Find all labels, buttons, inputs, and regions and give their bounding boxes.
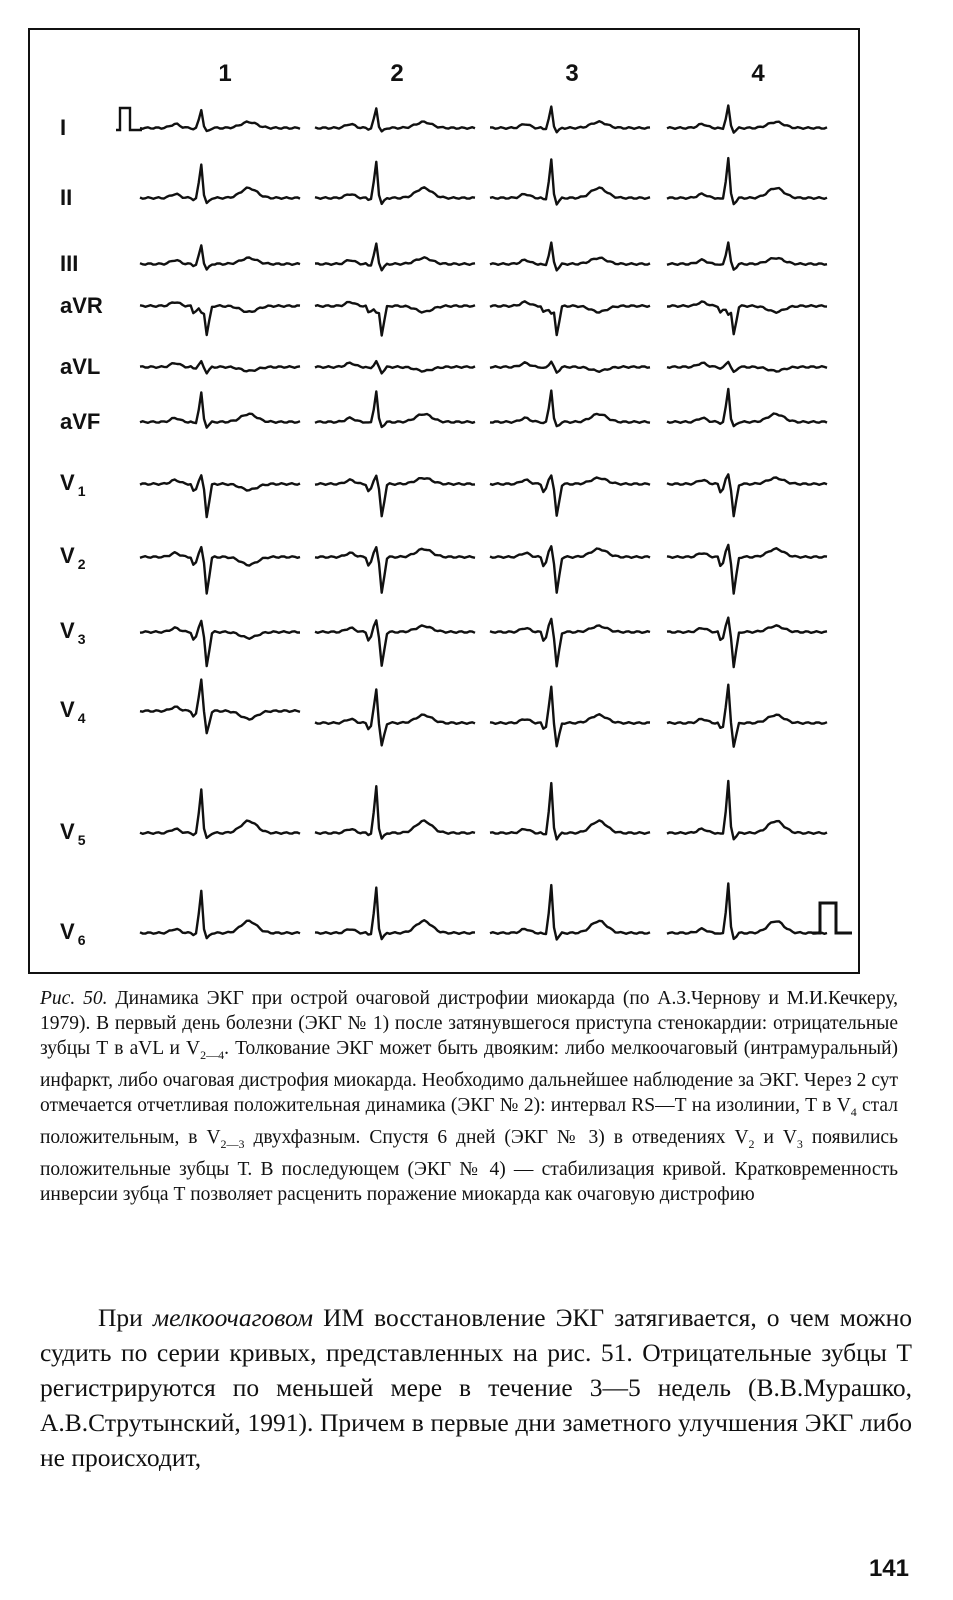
ecg-trace-avf-col4 <box>667 389 827 426</box>
lead-label-v5 <box>60 820 140 846</box>
lead-label-sub: 5 <box>77 832 86 848</box>
ecg-trace-avl-col2 <box>315 361 475 373</box>
caption-sub-2: 4 <box>850 1104 857 1119</box>
lead-label-main: II <box>60 185 73 210</box>
ecg-trace-avr-col1 <box>140 303 300 336</box>
body-paragraph <box>40 1300 912 1475</box>
lead-label-v2 <box>60 544 140 570</box>
lead-label-ii <box>60 186 140 210</box>
lead-label-main: aVL <box>60 354 101 379</box>
lead-label-main: V <box>60 470 75 495</box>
ecg-figure <box>28 28 860 974</box>
ecg-trace-v4-col3 <box>490 687 650 747</box>
column-label-2: 2 <box>390 60 404 87</box>
page-number: 141 <box>868 1555 909 1582</box>
ecg-trace-v4-col4 <box>667 685 827 747</box>
ecg-trace-iii-col2 <box>315 244 475 271</box>
lead-label-v6 <box>60 920 140 946</box>
lead-label-avl <box>60 355 140 379</box>
ecg-trace-v2-col4 <box>667 545 827 594</box>
lead-label-main: V <box>60 819 75 844</box>
caption-sub-5: 3 <box>796 1136 803 1151</box>
caption-text-6: появились положительные зубцы Т. В последующем (ЭКГ № 4) — стабилизация кривой. Кратковременность инверсии зубца Т позволяет расценить поражение миокарда как очаговую дистрофию <box>40 1126 898 1205</box>
lead-label-i <box>60 116 140 140</box>
ecg-trace-avl-col1 <box>140 361 300 373</box>
caption-sub-1: 2—4 <box>200 1047 225 1062</box>
ecg-trace-v6-col4 <box>667 884 827 939</box>
ecg-trace-i-col3 <box>490 107 650 133</box>
ecg-trace-avf-col2 <box>315 392 475 428</box>
column-label-4: 4 <box>751 60 765 87</box>
ecg-trace-i-col1 <box>140 110 300 131</box>
ecg-trace-iii-col1 <box>140 245 300 269</box>
lead-label-main: aVF <box>60 409 101 434</box>
ecg-trace-iii-col4 <box>667 243 827 270</box>
ecg-trace-v3-col4 <box>667 618 827 668</box>
caption-sub-4: 2 <box>748 1136 755 1151</box>
ecg-trace-v3-col1 <box>140 621 300 666</box>
ecg-trace-avr-col4 <box>667 301 827 334</box>
figure-label: Рис. 50. <box>40 988 108 1009</box>
lead-label-v3 <box>60 619 140 645</box>
lead-label-main: aVR <box>60 293 103 318</box>
lead-label-sub: 3 <box>77 631 86 647</box>
body-text-2: ИМ восстановление ЭКГ затягивается, о чем можно судить по серии кривых, представленных на рис. 51. Отрицательные зубцы Т регистрируются по меньшей мере в течение 3—5 недель (В.В.Мурашко, А.В.Струтынский, 1991). Причем в первые дни заметного улучшения ЭКГ либо не происходит, <box>40 1303 913 1472</box>
lead-label-avf <box>60 410 140 434</box>
ecg-trace-iii-col3 <box>490 243 650 271</box>
column-label-3: 3 <box>565 60 579 87</box>
ecg-trace-v3-col3 <box>490 619 650 666</box>
ecg-trace-i-col4 <box>667 106 827 133</box>
ecg-trace-v2-col2 <box>315 547 475 593</box>
ecg-trace-v1-col3 <box>490 476 650 516</box>
lead-label-v1 <box>60 471 140 497</box>
body-text-1: При <box>98 1303 153 1332</box>
ecg-trace-v4-col2 <box>315 689 475 745</box>
ecg-trace-v1-col1 <box>140 475 300 517</box>
ecg-trace-v2-col1 <box>140 547 300 593</box>
ecg-trace-i-col2 <box>315 108 475 131</box>
caption-text-4: двухфазным. Спустя 6 дней (ЭКГ № 3) в отведениях V <box>244 1126 749 1148</box>
ecg-traces <box>30 30 862 976</box>
caption-text-2: . Толкование ЭКГ может быть двояким: либо мелкоочаговый (интрамуральный) инфаркт, либо очаговая дистрофия миокарда. Необходимо дальнейшее наблюдение за ЭКГ. Через 2 сут отмечается отчетливая положительная динамика (ЭКГ № 2): интервал RS—Т на изолинии, Т в V <box>40 1038 898 1116</box>
ecg-trace-v3-col2 <box>315 620 475 665</box>
lead-label-avr <box>60 294 140 318</box>
ecg-trace-avr-col3 <box>490 301 650 335</box>
ecg-trace-v4-col1 <box>140 680 300 734</box>
ecg-trace-avl-col4 <box>667 362 827 372</box>
ecg-trace-v5-col3 <box>490 783 650 839</box>
ecg-trace-v1-col2 <box>315 476 475 517</box>
lead-label-sub: 2 <box>77 556 86 572</box>
lead-label-main: V <box>60 543 75 568</box>
body-paragraph-line <box>40 1300 912 1475</box>
lead-label-sub: 6 <box>77 932 86 948</box>
ecg-trace-v2-col3 <box>490 546 650 592</box>
lead-label-main: V <box>60 618 75 643</box>
caption-text-5: и V <box>754 1126 797 1148</box>
ecg-trace-avr-col2 <box>315 302 475 335</box>
lead-label-main: III <box>60 251 79 276</box>
lead-label-sub: 4 <box>77 710 86 726</box>
ecg-trace-ii-col2 <box>315 162 475 204</box>
ecg-trace-v1-col4 <box>667 474 827 516</box>
caption-text-1: Динамика ЭКГ при острой очаговой дистрофии миокарда (по А.З.Чернову и М.И.Кечкеру, 1979). В первый день болезни (ЭКГ № 1) после затянувшегося приступа стенокардии: отрицательные зубцы Т в aVL и V <box>40 988 898 1059</box>
caption-text-3: стал положительным, в V <box>40 1094 898 1148</box>
ecg-trace-v6-col1 <box>140 891 300 938</box>
calibration-pulse-end <box>812 903 852 933</box>
lead-label-iii <box>60 252 140 276</box>
lead-label-main: V <box>60 697 75 722</box>
ecg-trace-ii-col3 <box>490 159 650 204</box>
ecg-trace-ii-col1 <box>140 165 300 203</box>
ecg-trace-v5-col1 <box>140 790 300 838</box>
ecg-trace-ii-col4 <box>667 158 827 204</box>
caption-sub-3: 2—3 <box>220 1136 245 1151</box>
ecg-trace-avf-col3 <box>490 391 650 427</box>
column-label-1: 1 <box>218 60 232 87</box>
ecg-trace-avf-col1 <box>140 392 300 427</box>
ecg-trace-v6-col2 <box>315 888 475 940</box>
ecg-trace-v5-col2 <box>315 786 475 838</box>
lead-label-v4 <box>60 698 140 724</box>
body-emphasis: мелкоочаговом <box>152 1303 314 1332</box>
lead-label-sub: 1 <box>77 483 86 499</box>
ecg-trace-v6-col3 <box>490 885 650 939</box>
lead-label-main: I <box>60 115 67 140</box>
ecg-trace-avl-col3 <box>490 362 650 373</box>
ecg-trace-v5-col4 <box>667 781 827 839</box>
lead-label-main: V <box>60 919 75 944</box>
figure-caption <box>40 986 898 1207</box>
